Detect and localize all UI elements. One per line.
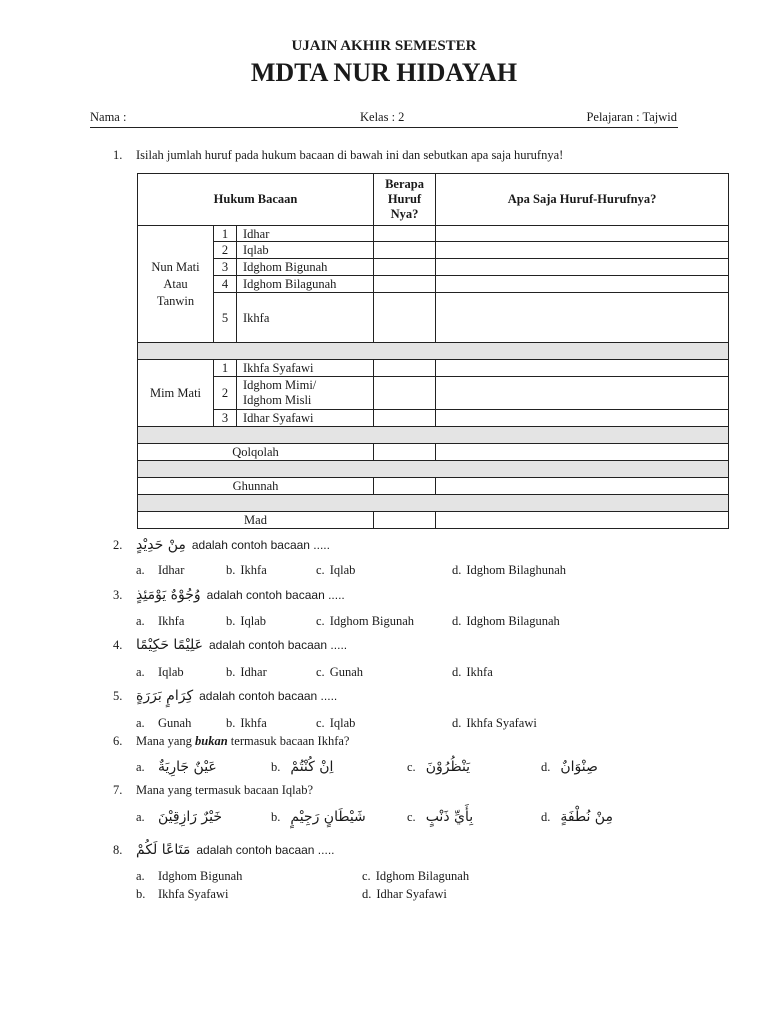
hukum-bacaan-table [137, 173, 729, 529]
table-row [138, 512, 729, 529]
question-number: 7. [113, 783, 123, 797]
question-text: adalah contoh bacaan ..... [196, 843, 335, 857]
row-number: 1 [214, 360, 237, 377]
row-name-mad: Mad [138, 512, 374, 529]
arabic-example: مَتَاعًا لَكُمْ [136, 842, 191, 858]
option-c: c. Gunah [316, 665, 364, 679]
option-a: a. Ikhfa [136, 614, 185, 628]
question-number: 1. [113, 148, 123, 162]
table-row [138, 259, 729, 276]
option-d: d. مِنْ نُطْفَةٍ [541, 809, 613, 825]
option-d: d. Idghom Bilaghunah [452, 563, 567, 577]
question-text: Mana yang bukan termasuk bacaan Ikhfa? [136, 734, 350, 748]
row-name-ghunnah: Ghunnah [138, 478, 374, 495]
row-number: 3 [214, 259, 237, 276]
exam-title: UJAIN AKHIR SEMESTER [291, 38, 477, 54]
question-3 [0, 586, 768, 604]
table-row [138, 276, 729, 293]
letters-cell [436, 259, 729, 276]
option-b: b. Ikhfa Syafawi [136, 887, 229, 901]
question-2 [0, 536, 768, 554]
question-number: 2. [113, 538, 123, 552]
options-5 [0, 714, 768, 732]
count-cell [374, 293, 436, 343]
question-number: 3. [113, 588, 123, 602]
option-a: a. Gunah [136, 716, 192, 730]
count-cell [374, 512, 436, 529]
options-4 [0, 663, 768, 681]
arabic-example: عَلِيْمًا حَكِيْمًا [136, 637, 203, 653]
question-text: adalah contoh bacaan ..... [209, 638, 348, 652]
question-text: adalah contoh bacaan ..... [191, 538, 330, 552]
table-header-row [138, 174, 729, 226]
letters-cell [436, 444, 729, 461]
nama-label: Nama : [90, 110, 127, 124]
question-7 [0, 781, 768, 799]
row-name: Ikhfa Syafawi [237, 360, 374, 377]
table-row [138, 410, 729, 427]
row-number: 5 [214, 293, 237, 343]
question-6 [0, 732, 768, 750]
count-cell [374, 226, 436, 242]
arabic-example: مِنْ حَدِيْدٍ [136, 537, 186, 553]
row-name: Idghom Bigunah [237, 259, 374, 276]
letters-cell [436, 377, 729, 410]
options-2 [0, 561, 768, 579]
row-name: Iqlab [237, 242, 374, 259]
options-8-row-1 [0, 867, 768, 885]
question-4 [0, 636, 768, 654]
letters-cell [436, 293, 729, 343]
header-rule [90, 127, 678, 128]
row-name: Idhar [237, 226, 374, 242]
option-c: c. Idghom Bigunah [316, 614, 415, 628]
table-row [138, 242, 729, 259]
option-c: c. يَنْظُرُوْنَ [407, 759, 471, 775]
option-a: a. عَيْنٌ جَارِيَةٌ [136, 759, 217, 775]
table-row [138, 360, 729, 377]
question-number: 8. [113, 843, 123, 857]
count-cell [374, 360, 436, 377]
question-text: Isilah jumlah huruf pada hukum bacaan di bawah ini dan sebutkan apa saja hurufnya! [136, 148, 564, 162]
options-7 [0, 808, 768, 826]
col-hukum-header: Hukum Bacaan [138, 174, 374, 226]
count-cell [374, 259, 436, 276]
option-d: d. Idhar Syafawi [362, 887, 447, 901]
question-number: 4. [113, 638, 123, 652]
row-number: 2 [214, 242, 237, 259]
letters-cell [436, 360, 729, 377]
options-8-row-2 [0, 885, 768, 903]
option-b: b. Ikhfa [226, 563, 267, 577]
question-text: Mana yang termasuk bacaan Iqlab? [136, 783, 314, 797]
option-a: a. Idhar [136, 563, 185, 577]
option-b: b. Iqlab [226, 614, 267, 628]
col-apa-header: Apa Saja Huruf-Hurufnya? [436, 174, 729, 226]
option-b: b. اِنْ كُنْتُمْ [271, 759, 334, 775]
pelajaran-label: Pelajaran : Tajwid [586, 110, 677, 124]
count-cell [374, 444, 436, 461]
row-name: Idhar Syafawi [237, 410, 374, 427]
count-cell [374, 242, 436, 259]
spacer-row [138, 495, 729, 512]
group-label-mim-mati: Mim Mati [138, 360, 214, 427]
table-row [138, 226, 729, 242]
option-b: b. شَيْطَانٍ رَجِيْمٍ [271, 809, 366, 825]
row-number: 4 [214, 276, 237, 293]
letters-cell [436, 226, 729, 242]
row-name: Idghom Mimi/ Idghom Misli [237, 377, 374, 410]
kelas-label: Kelas : 2 [360, 110, 405, 124]
row-number: 2 [214, 377, 237, 410]
arabic-example: وُجُوْهٌ يَوْمَئِذٍ [136, 587, 201, 603]
count-cell [374, 276, 436, 293]
spacer-row [138, 343, 729, 360]
row-name-qolqolah: Qolqolah [138, 444, 374, 461]
question-text: adalah contoh bacaan ..... [206, 588, 345, 602]
option-d: d. صِنْوَانٌ [541, 759, 598, 775]
letters-cell [436, 512, 729, 529]
school-name: MDTA NUR HIDAYAH [250, 58, 518, 87]
question-number: 5. [113, 689, 123, 703]
col-berapa-header: Berapa Huruf Nya? [374, 174, 436, 226]
option-a: a. Idghom Bigunah [136, 869, 243, 883]
letters-cell [436, 478, 729, 495]
letters-cell [436, 276, 729, 293]
row-name: Idghom Bilagunah [237, 276, 374, 293]
table-row [138, 478, 729, 495]
row-name: Ikhfa [237, 293, 374, 343]
emphasis-text: bukan [195, 734, 228, 748]
table-row [138, 293, 729, 343]
count-cell [374, 377, 436, 410]
option-c: c. Iqlab [316, 563, 356, 577]
options-3 [0, 612, 768, 630]
option-d: d. Ikhfa Syafawi [452, 716, 537, 730]
table-row [138, 377, 729, 410]
option-c: c. Iqlab [316, 716, 356, 730]
count-cell [374, 478, 436, 495]
question-number: 6. [113, 734, 123, 748]
options-6 [0, 758, 768, 776]
question-text: adalah contoh bacaan ..... [199, 689, 338, 703]
option-b: b. Idhar [226, 665, 267, 679]
option-c: c. Idghom Bilagunah [362, 869, 470, 883]
row-number: 1 [214, 226, 237, 242]
spacer-row [138, 461, 729, 478]
option-a: a. Iqlab [136, 665, 184, 679]
option-b: b. Ikhfa [226, 716, 267, 730]
spacer-row [138, 427, 729, 444]
arabic-example: كِرَامٍ بَرَرَةٍ [136, 688, 194, 704]
row-number: 3 [214, 410, 237, 427]
option-d: d. Ikhfa [452, 665, 493, 679]
question-8 [0, 841, 768, 859]
table-row [138, 444, 729, 461]
option-c: c. بِأَيِّ ذَنْبٍ [407, 809, 474, 825]
question-5 [0, 687, 768, 705]
letters-cell [436, 242, 729, 259]
option-a: a. خَيْرٌ رَازِقِيْنَ [136, 809, 223, 825]
option-d: d. Idghom Bilagunah [452, 614, 560, 628]
count-cell [374, 410, 436, 427]
group-label-nun-mati: Nun Mati Atau Tanwin [138, 226, 214, 343]
letters-cell [436, 410, 729, 427]
question-1 [0, 146, 768, 164]
